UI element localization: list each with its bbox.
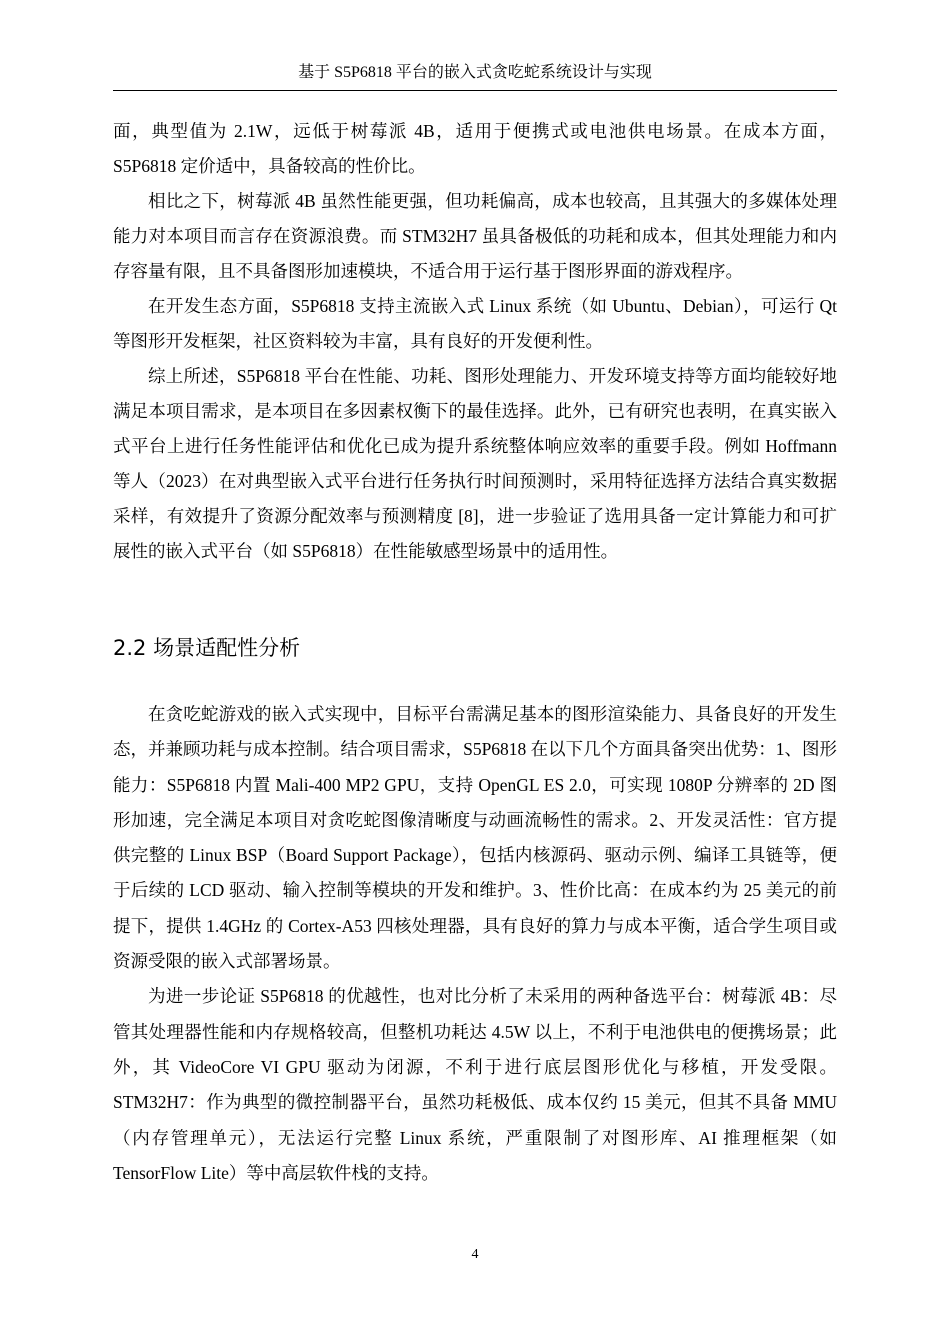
section-2-2-body [113, 697, 837, 1191]
paragraph: 面，典型值为 2.1W，远低于树莓派 4B，适用于便携式或电池供电场景。在成本方面，S5P6818 定价适中，具备较高的性价比。 [113, 121, 837, 176]
page-number: 4 [471, 1247, 479, 1262]
header-rule [113, 90, 837, 91]
paragraph: 综上所述，S5P6818 平台在性能、功耗、图形处理能力、开发环境支持等方面均能较好地满足本项目需求，是本项目在多因素权衡下的最佳选择。此外，已有研究也表明，在真实嵌入式平台上进行任务性能评估和优化已成为提升系统整体响应效率的重要手段。例如 Hoffmann 等人（2023）在对典型嵌入式平台进行任务执行时间预测时，采用特征选择方法结合真实数据采样，有效提升了资源分配效率与预测精度 [8]，进一步验证了选用具备一定计算能力和可扩展性的嵌入式平台（如 S5P6818）在性能敏感型场景中的适用性。 [113, 366, 837, 561]
paragraph: 在开发生态方面，S5P6818 支持主流嵌入式 Linux 系统（如 Ubuntu、Debian），可运行 Qt 等图形开发框架，社区资料较为丰富，具有良好的开发便利性。 [113, 296, 837, 351]
section-heading: 2.2 场景适配性分析 [113, 636, 301, 660]
running-header: 基于 S5P6818 平台的嵌入式贪吃蛇系统设计与实现 [298, 64, 652, 81]
section-2-1-tail [113, 114, 837, 569]
paragraph: 在贪吃蛇游戏的嵌入式实现中，目标平台需满足基本的图形渲染能力、具备良好的开发生态，并兼顾功耗与成本控制。结合项目需求，S5P6818 在以下几个方面具备突出优势：1、图形能力：S5P6818 内置 Mali-400 MP2 GPU，支持 OpenGL ES 2.0，可实现 1080P 分辨率的 2D 图形加速，完全满足本项目对贪吃蛇图像清晰度与动画流畅性的需求。2、开发灵活性：官方提供完整的 Linux BSP（Board Support Package），包括内核源码、驱动示例、编译工具链等，便于后续的 LCD 驱动、输入控制等模块的开发和维护。3、性价比高：在成本约为 25 美元的前提下，提供 1.4GHz 的 Cortex-A53 四核处理器，具有良好的算力与成本平衡，适合学生项目或资源受限的嵌入式部署场景。 [113, 704, 837, 972]
paragraph: 相比之下，树莓派 4B 虽然性能更强，但功耗偏高，成本也较高，且其强大的多媒体处理能力对本项目而言存在资源浪费。而 STM32H7 虽具备极低的功耗和成本，但其处理能力和内存容量有限，且不具备图形加速模块，不适合用于运行基于图形界面的游戏程序。 [113, 191, 837, 281]
paragraph: 为进一步论证 S5P6818 的优越性，也对比分析了未采用的两种备选平台：树莓派 4B：尽管其处理器性能和内存规格较高，但整机功耗达 4.5W 以上，不利于电池供电的便携场景；此外，其 VideoCore VI GPU 驱动为闭源，不利于进行底层图形优化与移植，开发受限。STM32H7：作为典型的微控制器平台，虽然功耗极低、成本仅约 15 美元，但其不具备 MMU（内存管理单元），无法运行完整 Linux 系统，严重限制了对图形库、AI 推理框架（如 TensorFlow Lite）等中高层软件栈的支持。 [113, 986, 837, 1183]
